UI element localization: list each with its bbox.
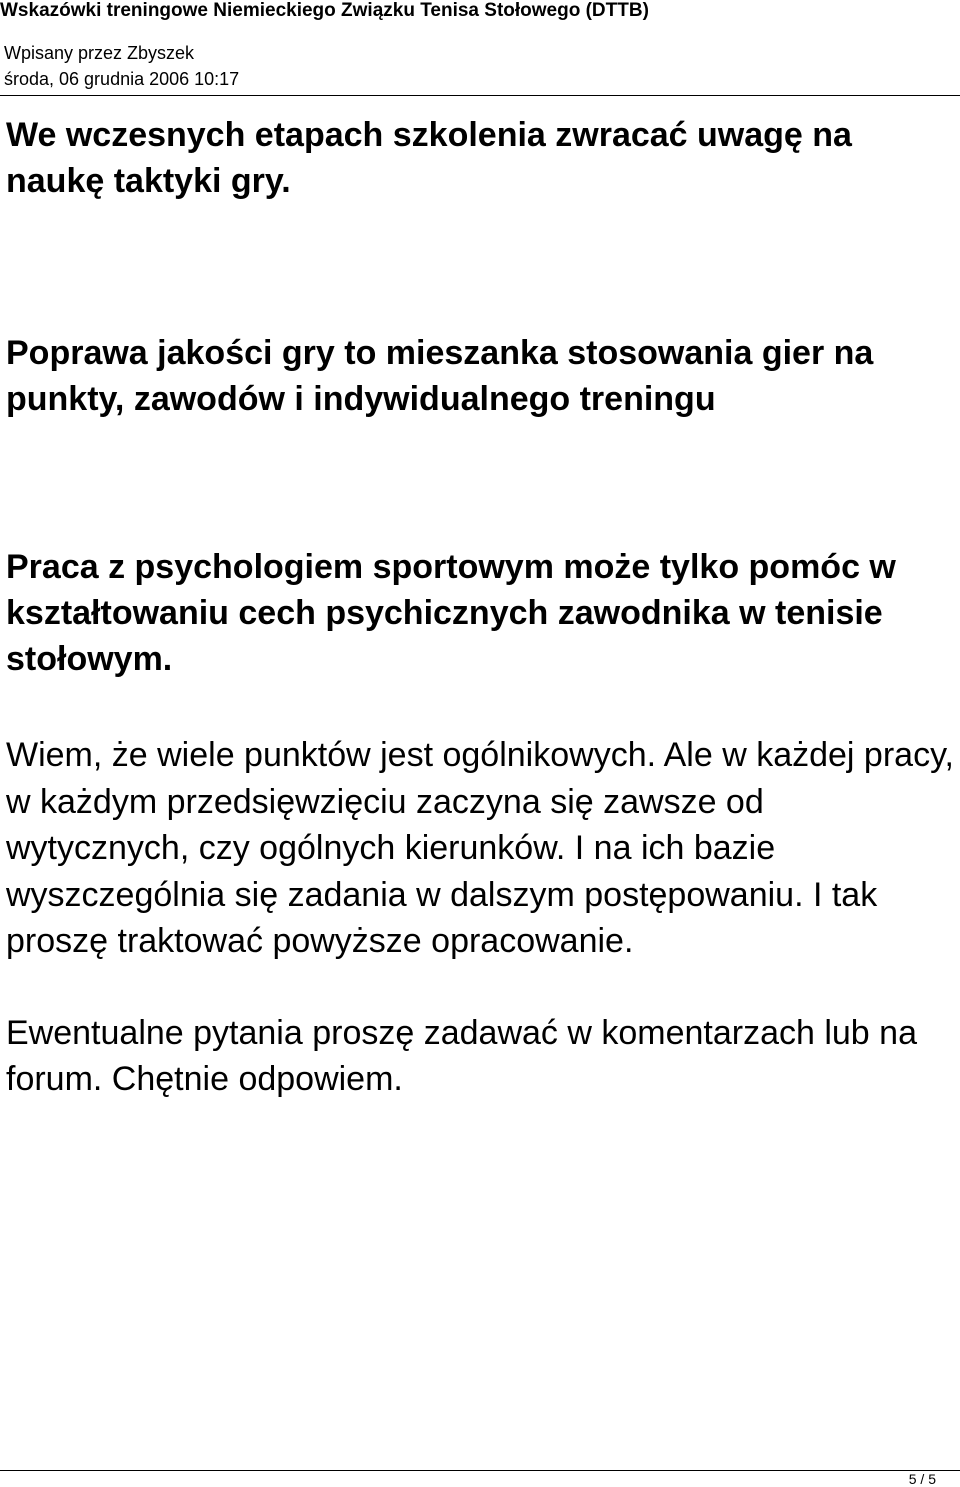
author-line: Wpisany przez Zbyszek xyxy=(4,43,195,63)
paragraph-3: Praca z psychologiem sportowym może tylko pomóc w kształtowaniu cech psychicznych zawodnika w tenisie stołowym. xyxy=(6,548,896,678)
paragraph-1: We wczesnych etapach szkolenia zwracać uwagę na naukę taktyki gry. xyxy=(6,116,852,200)
footer-divider xyxy=(0,1470,960,1471)
article-title: Wskazówki treningowe Niemieckiego Związku Tenisa Stołowego (DTTB) xyxy=(0,0,649,21)
header-divider xyxy=(0,95,960,96)
page-number: 5 / 5 xyxy=(908,1471,936,1487)
paragraph-5: Ewentualne pytania proszę zadawać w komentarzach lub na forum. Chętnie odpowiem. xyxy=(6,1014,917,1098)
paragraph-2: Poprawa jakości gry to mieszanka stosowania gier na punkty, zawodów i indywidualnego treningu xyxy=(6,334,874,418)
paragraph-4: Wiem, że wiele punktów jest ogólnikowych. Ale w każdej pracy, w każdym przedsięwzięciu zaczyna się zawsze od wytycznych, czy ogólnych kierunków. I na ich bazie wyszczególnia się zadania w dalszym postępowaniu. I tak proszę traktować powyższe opracowanie. xyxy=(6,736,954,960)
publish-datetime: środa, 06 grudnia 2006 10:17 xyxy=(4,69,240,89)
